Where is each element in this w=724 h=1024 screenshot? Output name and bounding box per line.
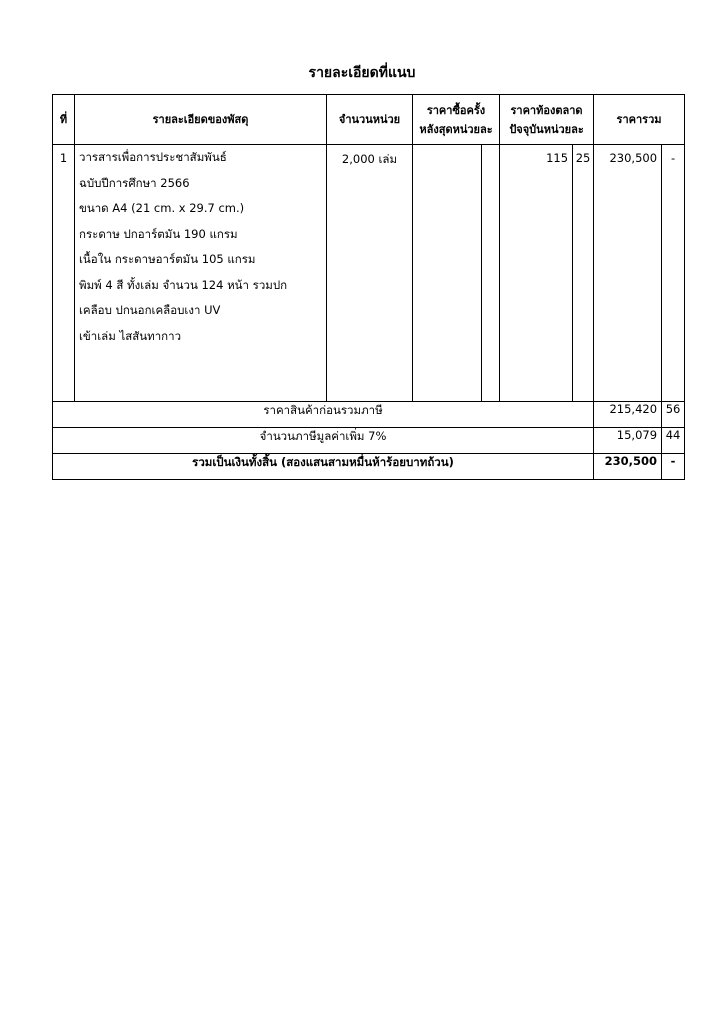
- grand-total-baht: 230,500: [594, 454, 662, 480]
- header-quantity: จำนวนหน่วย: [327, 95, 413, 145]
- pre-vat-label: ราคาสินค้าก่อนรวมภาษี: [53, 402, 594, 428]
- grand-total-satang: -: [662, 454, 685, 480]
- vat-label: จำนวนภาษีมูลค่าเพิ่ม 7%: [53, 428, 594, 454]
- grand-total-label: รวมเป็นเงินทั้งสิ้น (สองแสนสามหมื่นห้าร้อยบาทถ้วน): [53, 454, 594, 480]
- pre-vat-satang: 56: [662, 402, 685, 428]
- item-last-purchase-baht: [413, 145, 482, 402]
- description-line: กระดาษ ปกอาร์ตมัน 190 แกรม: [79, 226, 238, 241]
- header-market-price: [500, 95, 594, 145]
- item-total-satang: -: [662, 145, 685, 402]
- header-description: รายละเอียดของพัสดุ: [75, 95, 327, 145]
- header-last-purchase-line1: ราคาซื้อครั้ง: [426, 103, 486, 117]
- grand-total-row: [53, 454, 685, 480]
- description-line: ขนาด A4 (21 cm. x 29.7 cm.): [79, 201, 245, 215]
- header-market-line1: ราคาท้องตลาด: [510, 103, 583, 117]
- pre-vat-row: [53, 402, 685, 428]
- item-market-satang: 25: [573, 145, 594, 402]
- header-market-line2: ปัจจุบันหน่วยละ: [509, 122, 584, 136]
- description-line: เนื้อใน กระดาษอาร์ตมัน 105 แกรม: [79, 252, 256, 266]
- description-line: วารสารเพื่อการประชาสัมพันธ์: [79, 150, 227, 164]
- vat-satang: 44: [662, 428, 685, 454]
- description-line: เข้าเล่ม ไสสันทากาว: [79, 328, 182, 343]
- item-total-baht: 230,500: [594, 145, 662, 402]
- description-line: พิมพ์ 4 สี ทั้งเล่ม จำนวน 124 หน้า รวมปก: [79, 277, 288, 292]
- vat-baht: 15,079: [594, 428, 662, 454]
- item-description: [75, 145, 327, 402]
- header-row: [53, 95, 685, 145]
- header-no: ที่: [53, 95, 75, 145]
- items-table: [52, 94, 685, 480]
- header-total: ราคารวม: [594, 95, 685, 145]
- item-last-purchase-satang: [482, 145, 500, 402]
- item-row: [53, 145, 685, 402]
- page-title: รายละเอียดที่แนบ: [308, 65, 416, 81]
- vat-row: [53, 428, 685, 454]
- header-last-purchase-line2: หลังสุดหน่วยละ: [419, 122, 493, 136]
- item-market-baht: 115: [500, 145, 573, 402]
- item-quantity: 2,000 เล่ม: [327, 145, 413, 402]
- description-line: เคลือบ ปกนอกเคลือบเงา UV: [79, 303, 221, 317]
- header-last-purchase: [413, 95, 500, 145]
- item-no: 1: [53, 145, 75, 402]
- description-line: ฉบับปีการศึกษา 2566: [79, 175, 190, 190]
- pre-vat-baht: 215,420: [594, 402, 662, 428]
